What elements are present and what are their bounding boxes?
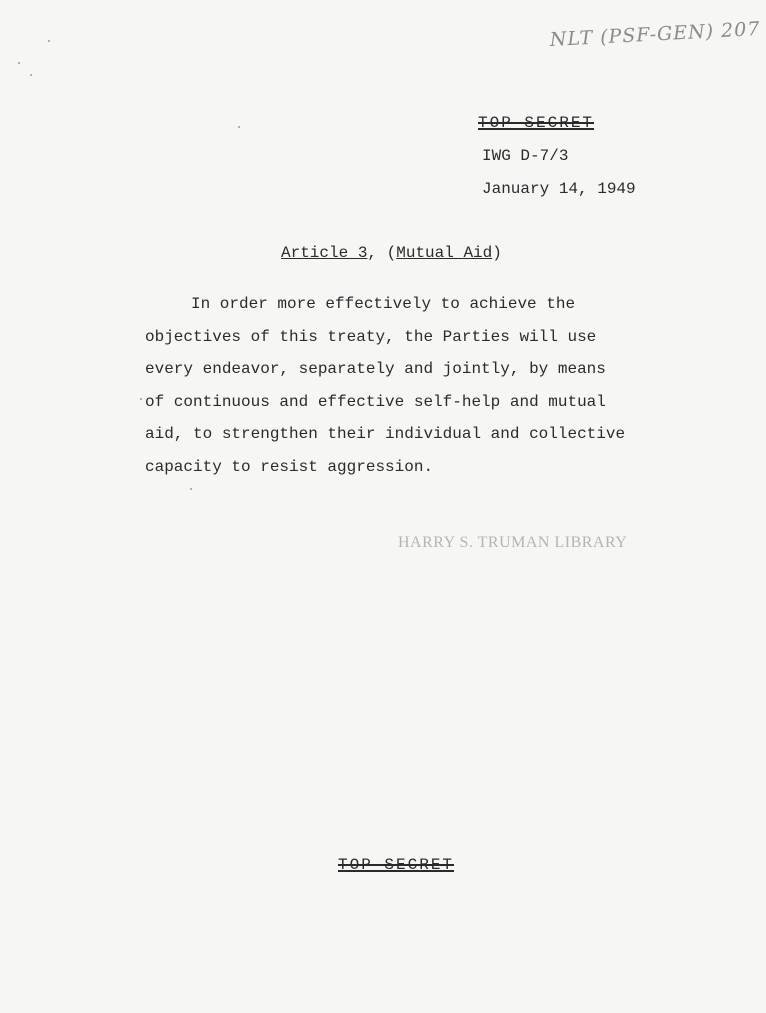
body-line: capacity to resist aggression. [145, 457, 434, 476]
library-stamp: HARRY S. TRUMAN LIBRARY [398, 534, 628, 551]
article-heading [281, 244, 502, 262]
heading-separator: , ( [367, 244, 397, 262]
classification-marking-bottom: TOP SECRET [338, 856, 455, 874]
paper-speck [140, 398, 142, 400]
body-line: of continuous and effective self-help and mutual [145, 392, 606, 411]
handwritten-reference: NLT (PSF-GEN) 207 [549, 18, 762, 52]
document-id: IWG D-7/3 [482, 147, 569, 165]
article-subject: Mutual Aid [396, 244, 493, 262]
paper-speck [238, 126, 240, 128]
classification-marking-top: TOP SECRET [478, 114, 595, 132]
body-line: aid, to strengthen their individual and collective [145, 425, 626, 444]
paper-speck [18, 62, 20, 64]
paper-speck [48, 40, 50, 42]
paper-speck [190, 488, 192, 490]
heading-close: ) [492, 244, 502, 262]
document-date: January 14, 1949 [482, 180, 636, 198]
article-body [145, 288, 705, 484]
article-number: Article 3 [281, 244, 368, 262]
paper-speck [30, 74, 32, 76]
body-line: objectives of this treaty, the Parties will use [145, 327, 597, 346]
body-line: In order more effectively to achieve the [191, 295, 576, 313]
body-line: every endeavor, separately and jointly, by means [145, 360, 606, 379]
